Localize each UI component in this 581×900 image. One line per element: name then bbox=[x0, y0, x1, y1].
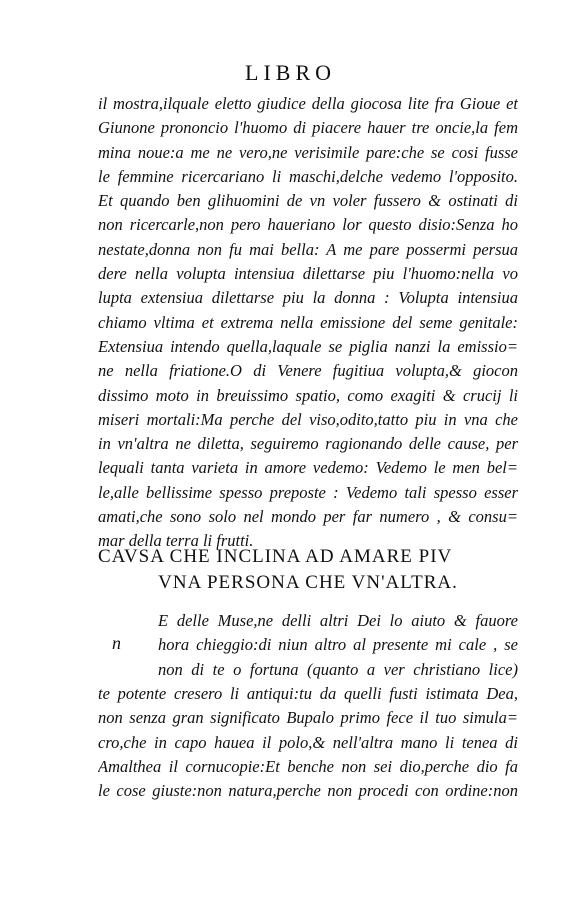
text-line: cro,che in capo hauea il polo,& nell'altra mano li tenea di bbox=[98, 732, 518, 752]
text-line: in vn'altra ne diletta, seguiremo ragionando delle cause, per bbox=[98, 434, 518, 454]
text-line: ne nella friatione.O di Venere fugitiua volupta,& giocon bbox=[98, 361, 518, 381]
text-line: le,alle bellissime spesso preposte : Vedemo tali spesso esser bbox=[98, 482, 518, 502]
text-line: Et quando ben glihuomini de vn voler fussero & ostinati di bbox=[98, 191, 518, 211]
text-line: il mostra,ilquale eletto giudice della giocosa lite fra Gioue et bbox=[98, 94, 518, 113]
chapter-heading bbox=[98, 544, 518, 596]
text-line: nestate,donna non fu mai bella: A me pare possermi persua bbox=[98, 239, 518, 259]
text-line: Giunone prononcio l'huomo di piacere hauer tre oncie,la fem bbox=[98, 118, 518, 138]
text-line: non senza gran significato Bupalo primo fece il tuo simula= bbox=[98, 708, 518, 728]
text-line: non di te o fortuna (quanto a ver christiano lice) bbox=[158, 659, 518, 679]
text-line: E delle Muse,ne delli altri Dei lo aiuto & fauore bbox=[158, 611, 518, 630]
text-line: lequali tanta varieta in amore vedemo: Vedemo le men bel= bbox=[98, 458, 518, 478]
heading-line: VNA PERSONA CHE VN'ALTRA. bbox=[158, 572, 458, 593]
text-line: lupta extensiua dilettarse piu la donna : Volupta intensiua bbox=[98, 288, 518, 308]
paragraph-1 bbox=[98, 92, 518, 554]
paragraph-2 bbox=[98, 682, 518, 803]
text-line: non ricercarle,non pero haueriano lor questo disio:Senza ho bbox=[98, 215, 518, 235]
text-line: dissimo moto in breuissimo spatio, como exagiti & crucij li bbox=[98, 385, 518, 405]
guide-letter: n bbox=[112, 633, 121, 653]
text-line: le femmine ricercariano li maschi,delche vedemo l'opposito. bbox=[98, 166, 518, 186]
text-line: amati,che sono solo nel mondo per far numero , & consu= bbox=[98, 507, 518, 527]
indented-opening bbox=[158, 609, 518, 682]
heading-line: CAVSA CHE INCLINA AD AMARE PIV bbox=[98, 546, 453, 567]
text-line: te potente cresero li antiqui:tu da quelli fusti istimata Dea, bbox=[98, 684, 518, 703]
text-line: miseri mortali:Ma perche del viso,odito,tatto piu in vna che bbox=[98, 409, 518, 429]
text-line: le cose giuste:non natura,perche non procedi con ordine:non bbox=[98, 781, 518, 801]
text-line: Amalthea il cornucopie:Et benche non sei dio,perche dio fa bbox=[98, 756, 518, 776]
text-line: mar della terra li frutti. bbox=[98, 531, 254, 551]
text-line: Extensiua intendo quella,laquale se piglia nanzi la emissio= bbox=[98, 336, 518, 356]
text-line: hora chieggio:di niun altro al presente mi cale , se bbox=[158, 635, 518, 655]
text-line: mina noue:a me ne vero,ne verisimile pare:che se cosi fusse bbox=[98, 142, 518, 162]
text-line: chiamo vltima et extrema nella emissione del seme genitale: bbox=[98, 312, 518, 332]
running-head: LIBRO bbox=[245, 60, 336, 85]
text-line: dere nella volupta intensiua dilettarse piu l'huomo:nella vo bbox=[98, 264, 518, 284]
